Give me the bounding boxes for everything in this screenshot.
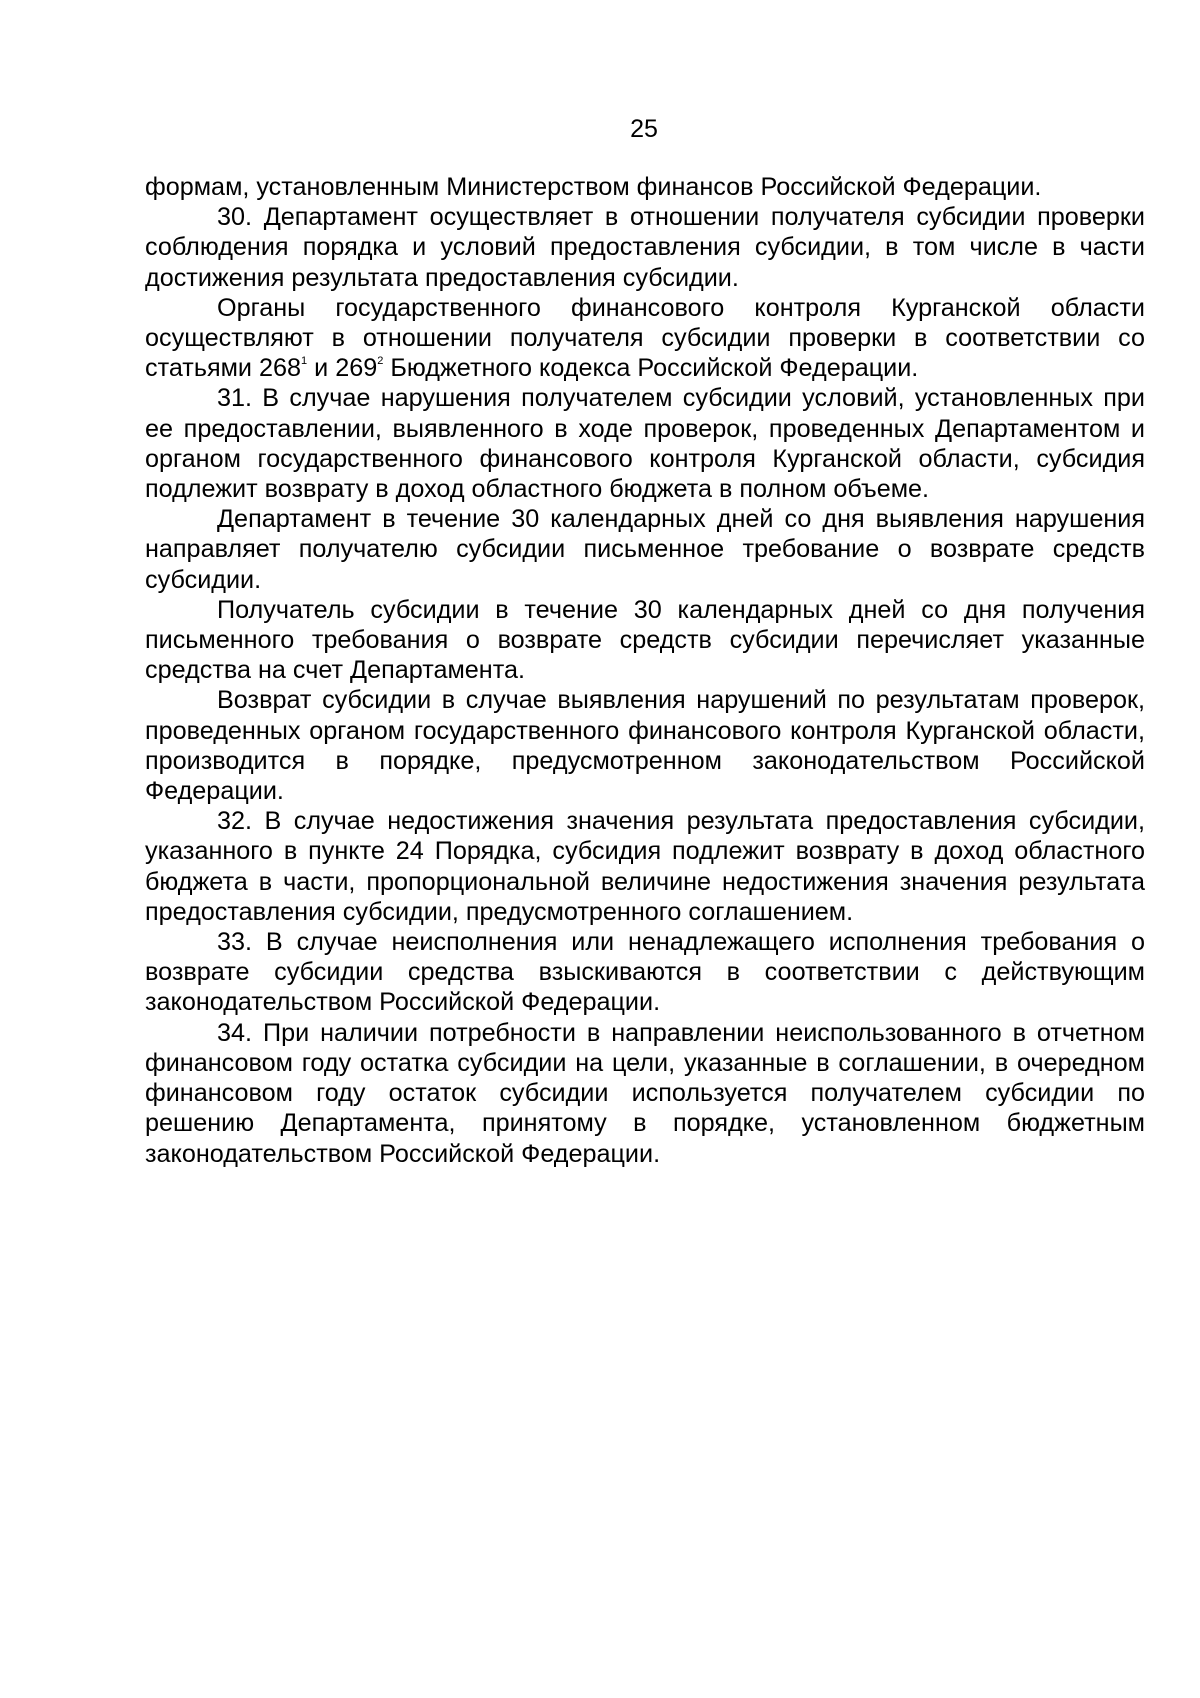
- superscript-2: 2: [377, 355, 384, 368]
- paragraph-item-32: 32. В случае недостижения значения результата предоставления субсидии, указанного в пункте 24 Порядка, субсидия подлежит возврату в доход областного бюджета в части, пропорциональной величине недостижения значения результата предоставления субсидии, предусмотренного соглашением.: [145, 807, 1145, 926]
- paragraph-item-31: 31. В случае нарушения получателем субсидии условий, установленных при ее предоставлении, выявленного в ходе проверок, проведенных Департаментом и органом государственного финансового контроля Курганской области, субсидия подлежит возврату в доход областного бюджета в полном объеме.: [145, 384, 1145, 504]
- paragraph-control-bodies-text: Органы государственного финансового контроля Курганской области осуществляют в отношении получателя субсидии проверки в соответствии со статьями 268: [145, 293, 1145, 383]
- paragraph-continuation: формам, установленным Министерством финансов Российской Федерации.: [145, 173, 1042, 201]
- paragraph-recipient-transfer: Получатель субсидии в течение 30 календарных дней со дня получения письменного требования о возврате средств субсидии перечисляет указанные средства на счет Департамента.: [145, 595, 1145, 685]
- paragraph-control-bodies-middle: и 269: [307, 354, 378, 383]
- paragraph-control-bodies-end: Бюджетного кодекса Российской Федерации.: [383, 354, 919, 383]
- document-body: [145, 172, 1145, 1169]
- superscript-1: 1: [301, 355, 308, 368]
- page-number: 25: [630, 115, 658, 143]
- paragraph-item-33: 33. В случае неисполнения или ненадлежащего исполнения требования о возврате субсидии средства взыскиваются в соответствии с действующим законодательством Российской Федерации.: [145, 928, 1145, 1017]
- paragraph-control-bodies: [145, 293, 1145, 384]
- paragraph-item-34: 34. При наличии потребности в направлении неиспользованного в отчетном финансовом году остатка субсидии на цели, указанные в соглашении, в очередном финансовом году остаток субсидии используется получателем субсидии по решению Департамента, принятому в порядке, установленном бюджетным законодательством Российской Федерации.: [145, 1018, 1145, 1168]
- paragraph-department-demand: Департамент в течение 30 календарных дней со дня выявления нарушения направляет получателю субсидии письменное требование о возврате средств субсидии.: [145, 505, 1145, 594]
- paragraph-return-procedure: Возврат субсидии в случае выявления нарушений по результатам проверок, проведенных органом государственного финансового контроля Курганской области, производится в порядке, предусмотренном законодательством Российской Федерации.: [145, 686, 1145, 806]
- paragraph-item-30: 30. Департамент осуществляет в отношении получателя субсидии проверки соблюдения порядка и условий предоставления субсидии, в том числе в части достижения результата предоставления субсидии.: [145, 203, 1145, 292]
